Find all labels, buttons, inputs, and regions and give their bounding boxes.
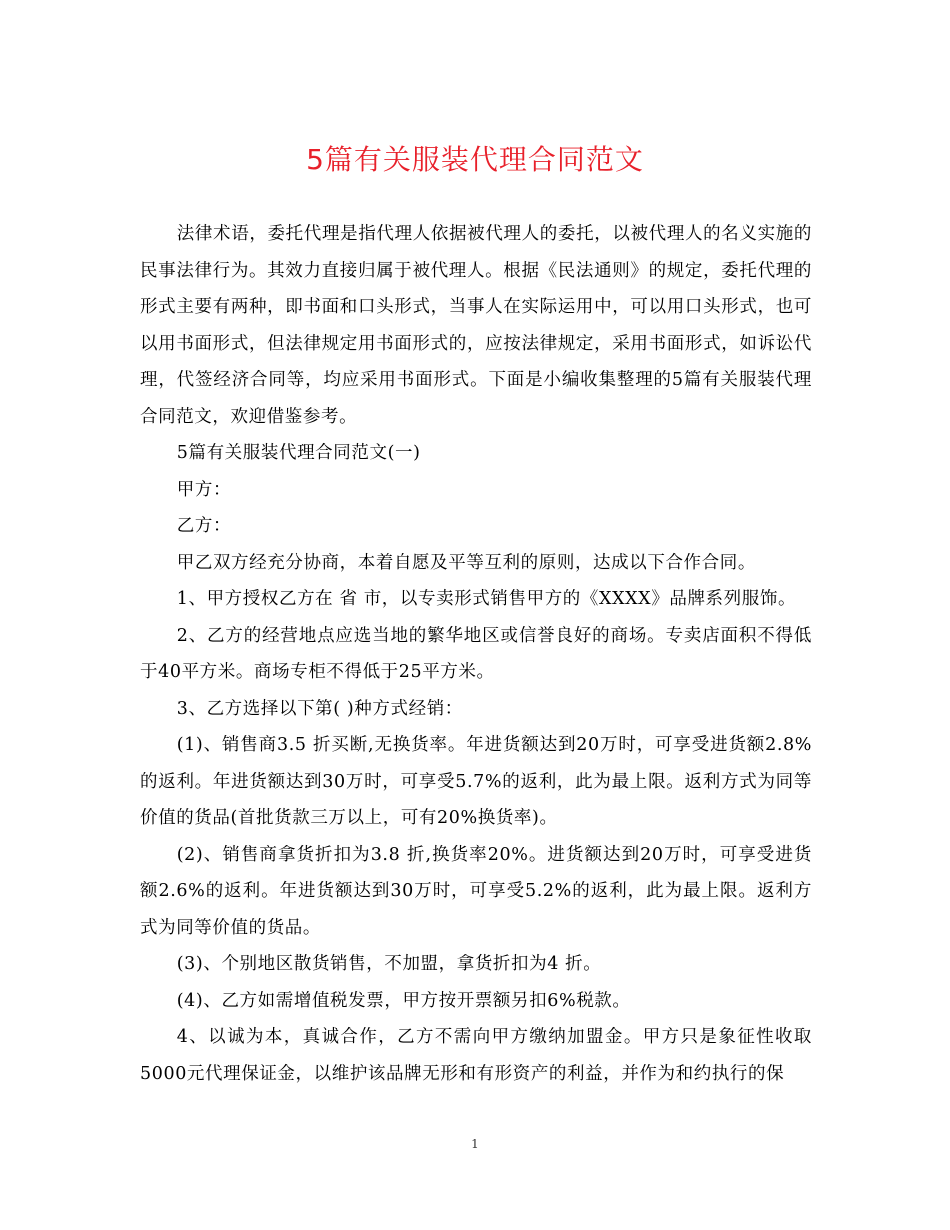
clause-3-option-4: (4)、乙方如需增值税发票，甲方按开票额另扣6%税款。 xyxy=(176,990,631,1011)
clause-3-option-3: (3)、个别地区散货销售，不加盟，拿货折扣为4 折。 xyxy=(176,954,602,974)
agreement-intro: 甲乙双方经充分协商，本着自愿及平等互利的原则，达成以下合作合同。 xyxy=(176,552,756,573)
document-body xyxy=(140,216,812,1092)
party-b-line: 乙方： xyxy=(176,516,232,536)
clause-1: 1、甲方授权乙方在 省 市，以专卖形式销售甲方的《XXXX》品牌系列服饰。 xyxy=(176,589,797,609)
intro-paragraph: 法律术语，委托代理是指代理人依据被代理人的委托，以被代理人的名义实施的民事法律行为。其效力直接归属于被代理人。根据《民法通则》的规定，委托代理的形式主要有两种，即书面和口头形式，当事人在实际运用中，可以用口头形式，也可以用书面形式，但法律规定用书面形式的，应按法律规定，采用书面形式，如诉讼代理，代签经济合同等，均应采用书面形式。下面是小编收集整理的5篇有关服装代理合同范文，欢迎借鉴参考。 xyxy=(140,224,812,427)
clause-4: 4、以诚为本，真诚合作，乙方不需向甲方缴纳加盟金。甲方只是象征性收取5000元代理保证金，以维护该品牌无形和有形资产的利益，并作为和约执行的保 xyxy=(140,1027,812,1084)
clause-3-option-2: (2)、销售商拿货折扣为3.8 折,换货率20%。进货额达到20万时，可享受进货额2.6%的返利。年进货额达到30万时，可享受5.2%的返利，此为最上限。返利方式为同等价值的货品。 xyxy=(140,844,812,938)
section-heading: 5篇有关服装代理合同范文(一) xyxy=(176,443,421,463)
party-a-line: 甲方： xyxy=(176,479,232,500)
clause-2: 2、乙方的经营地点应选当地的繁华地区或信誉良好的商场。专卖店面积不得低于40平方米。商场专柜不得低于25平方米。 xyxy=(140,625,812,682)
document-title: 5篇有关服装代理合同范文 xyxy=(306,143,644,176)
clause-3: 3、乙方选择以下第( )种方式经销： xyxy=(176,698,463,719)
clause-3-option-1: (1)、销售商3.5 折买断,无换货率。年进货额达到20万时，可享受进货额2.8%的返利。年进货额达到30万时，可享受5.7%的返利，此为最上限。返利方式为同等价值的货品(首批货款三万以上，可有20%换货率)。 xyxy=(140,735,812,828)
page-number: 1 xyxy=(471,1137,479,1151)
